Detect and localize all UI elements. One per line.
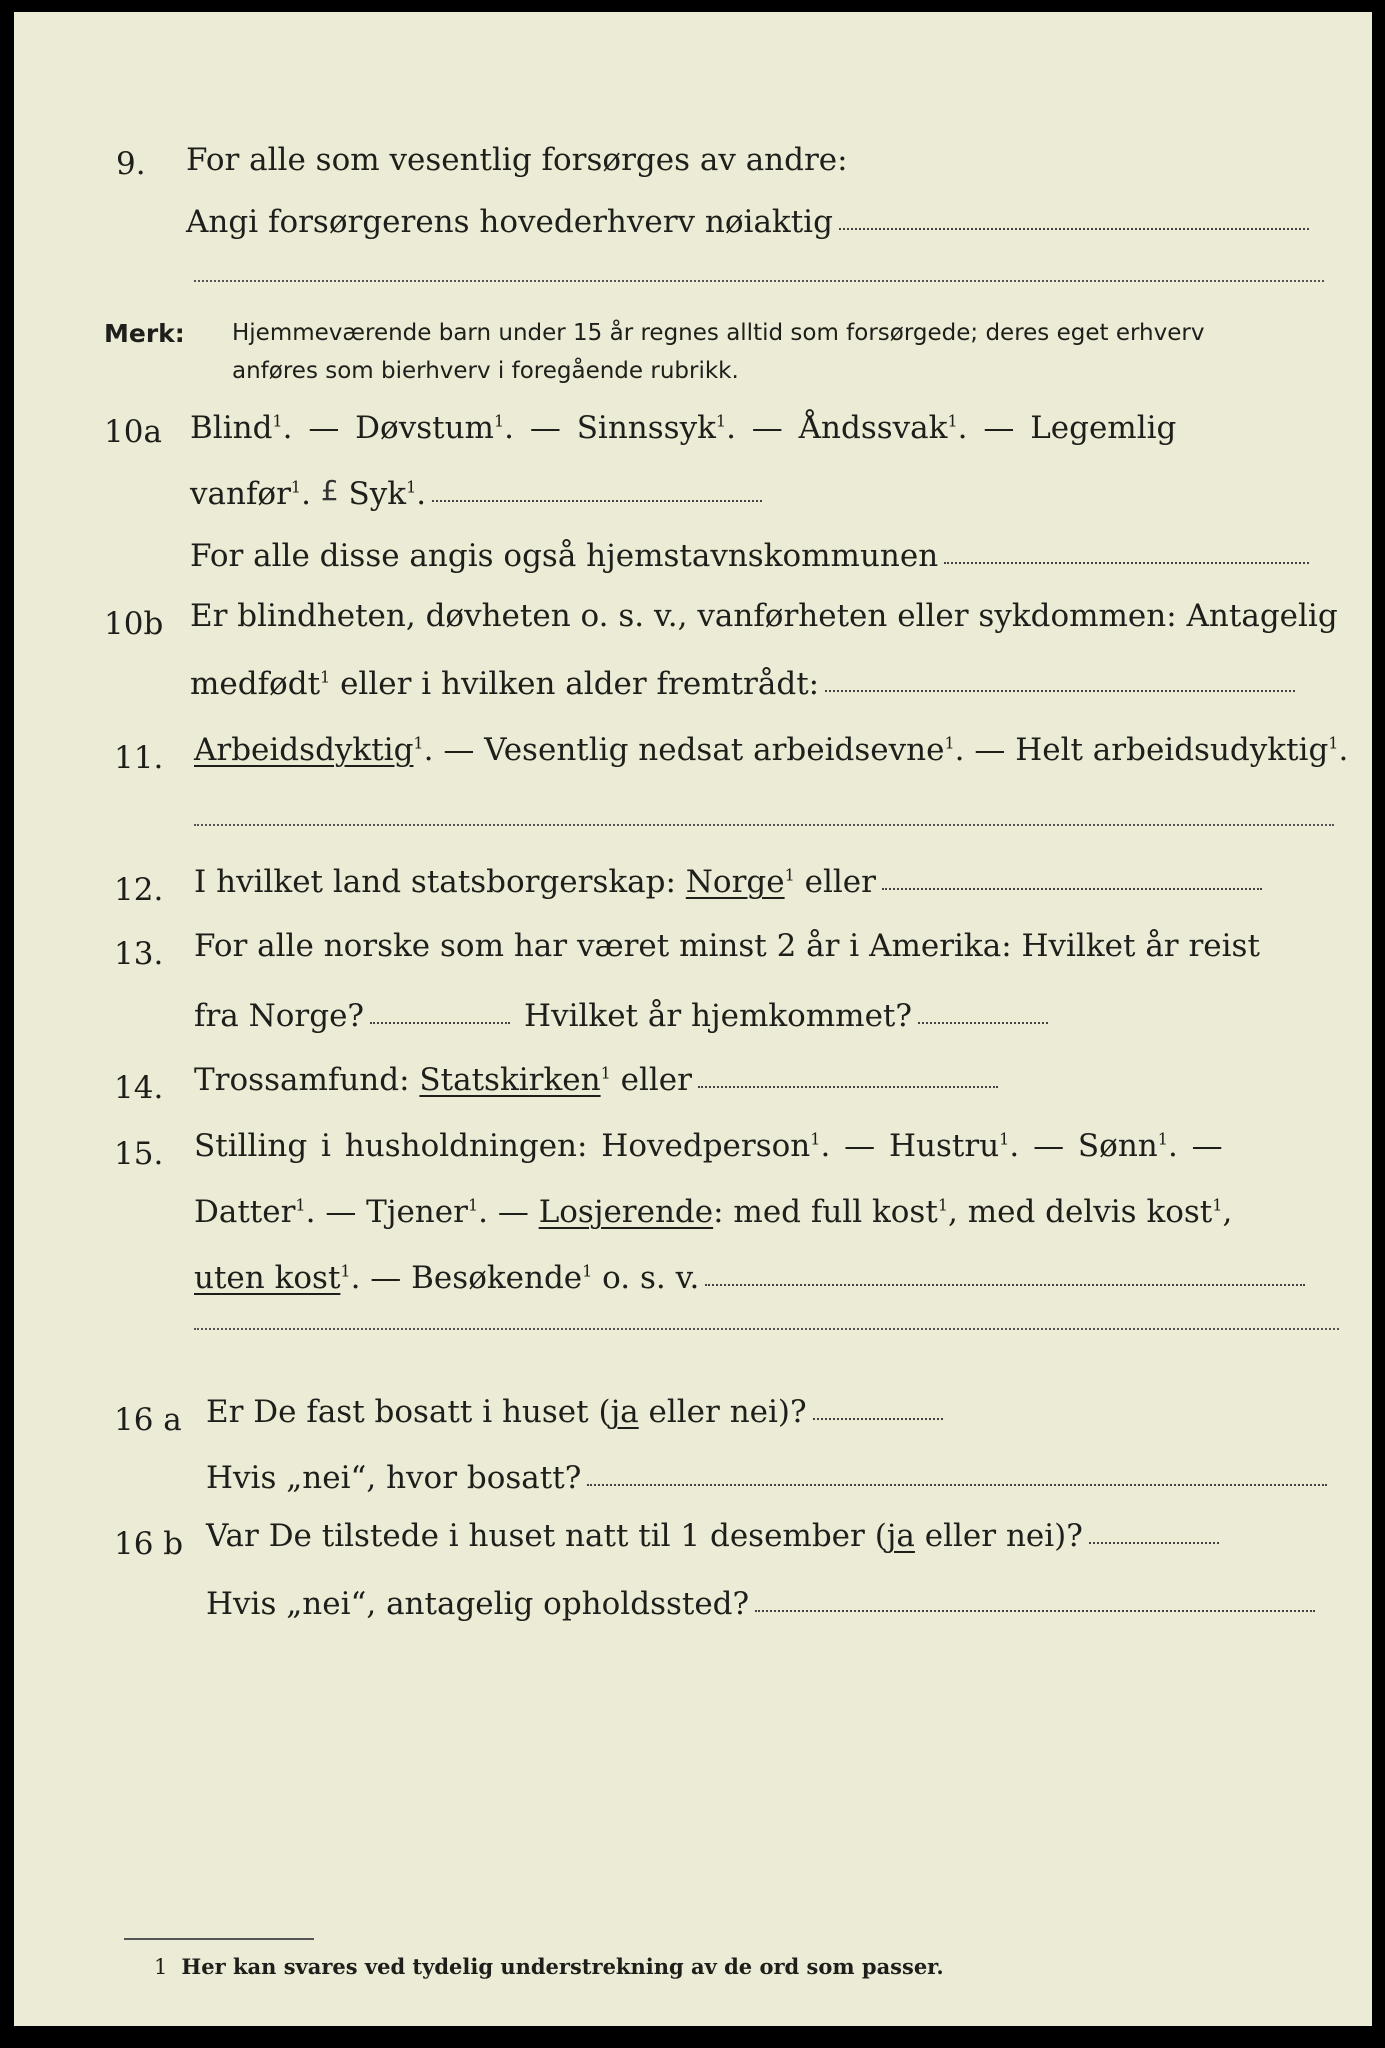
option-ja: ja [610, 1394, 639, 1430]
answer-line [370, 1022, 510, 1024]
q16b-text: Var De tilstede i huset natt til 1 desember ( [206, 1518, 887, 1554]
footnote-ref: 1 [937, 1195, 948, 1215]
footnote-text: Her kan svares ved tydelig understrekning av de ord som passer. [181, 1954, 944, 1979]
footnote [154, 1952, 944, 1982]
option-arbeidsdyktig: Arbeidsdyktig [194, 732, 414, 768]
q13-number: 13. [114, 936, 164, 972]
separator: . — [478, 1194, 539, 1230]
option-andssvak: Åndssvak [798, 410, 948, 446]
q15-line2 [194, 1192, 1232, 1232]
q15-line1 [194, 1126, 1223, 1166]
separator: . — [957, 410, 1031, 446]
q10a-line2: vanfør$^1$. £ Syk$^1$. [190, 474, 762, 515]
footnote-ref: 1 [600, 1063, 611, 1083]
q14-text: Trossamfund: [194, 1062, 420, 1098]
answer-line [755, 1610, 1315, 1612]
q9-line1: For alle som vesentlig forsørges av andre: [186, 142, 848, 178]
merk-label: Merk: [104, 319, 185, 348]
footnote-ref: 1 [340, 1261, 351, 1281]
q13-reist: fra Norge? [194, 998, 365, 1034]
separator: . — [1167, 1128, 1223, 1164]
answer-line [194, 1328, 1339, 1330]
merk-line1: Hjemmeværende barn under 15 år regnes alltid som forsørgede; deres eget erhverv [232, 320, 1205, 346]
q11-line1 [194, 730, 1348, 770]
answer-line [705, 1284, 1305, 1286]
q16b-line2 [206, 1584, 1315, 1624]
q15-line3 [194, 1258, 1305, 1298]
q9-line2-text: Angi forsørgerens hovederhverv nøiaktig [186, 204, 833, 240]
answer-line [944, 562, 1309, 564]
option-hustru: . — Hustru [820, 1128, 1000, 1164]
footnote-ref: 1 [413, 733, 424, 753]
option-uten-kost: uten kost [194, 1260, 341, 1296]
option-losjerende: Losjerende [538, 1194, 714, 1230]
q10b-line1: Er blindheten, døvheten o. s. v., vanførheten eller sykdommen: Antagelig [190, 598, 1338, 634]
option-hovedperson: Stilling i husholdningen: Hovedperson [194, 1128, 811, 1164]
footnote-ref: 1 [947, 411, 958, 431]
q12-number: 12. [114, 872, 164, 908]
q14-number: 14. [114, 1070, 164, 1106]
answer-line [882, 888, 1262, 890]
q9-line2 [186, 202, 1309, 242]
answer-line [194, 824, 1334, 826]
option-besokende: . — Besøkende [350, 1260, 583, 1296]
q16b-text-end: eller nei)? [914, 1518, 1083, 1554]
q16a-line2-text: Hvis „nei“, hvor bosatt? [206, 1460, 582, 1496]
footnote-ref: 1 [944, 733, 955, 753]
q16a-text: Er De fast bosatt i huset ( [206, 1394, 611, 1430]
footnote-ref: 1 [320, 667, 331, 687]
q13-line1: For alle norske som har været minst 2 år i Amerika: Hvilket år reist [194, 928, 1260, 964]
q10a-line1 [190, 408, 1176, 448]
q10a-line3-text: For alle disse angis også hjemstavnskommunen [190, 538, 939, 574]
q16a-text-end: eller nei)? [638, 1394, 807, 1430]
footnote-ref: 1 [1328, 733, 1339, 753]
option-norge: Norge [685, 864, 785, 900]
footnote-rule [124, 1938, 314, 1940]
footnote-ref: 1 [272, 411, 283, 431]
separator: . — [726, 410, 799, 446]
footnote-ref: 1 [295, 1195, 306, 1215]
q10b-line2-text: eller i hvilken alder fremtrådt: [330, 666, 820, 702]
q16b-line2-text: Hvis „nei“, antagelig opholdssted? [206, 1586, 750, 1622]
answer-line [918, 1022, 1048, 1024]
answer-line [194, 280, 1324, 282]
option-statskirken: Statskirken [419, 1062, 601, 1098]
answer-line [587, 1484, 1327, 1486]
option-legemlig: Legemlig [1030, 410, 1177, 446]
answer-line [825, 690, 1295, 692]
separator: . — [504, 410, 577, 446]
q13-hjemkommet: Hvilket år hjemkommet? [524, 998, 913, 1034]
q10a-number: 10a [104, 414, 162, 450]
q10b-line2 [190, 664, 1295, 704]
footnote-ref: 1 [290, 477, 302, 497]
q16a-line2 [206, 1458, 1327, 1498]
footnote-ref: 1 [999, 1129, 1010, 1149]
merk-line2: anføres som bierhverv i foregående rubrikk. [232, 358, 739, 384]
footnote-ref: 1 [406, 477, 417, 497]
option-vanfor: vanfør [190, 476, 291, 512]
option-dovstum: Døvstum [355, 410, 494, 446]
footnote-mark: 1 [154, 1955, 168, 1979]
option-datter: Datter [194, 1194, 296, 1230]
q12-eller: eller [794, 864, 876, 900]
q12-line1 [194, 862, 1262, 902]
option-tjener: . — Tjener [305, 1194, 468, 1230]
q16b-line1 [206, 1516, 1219, 1556]
option-delvis-kost: , med delvis kost [948, 1194, 1213, 1230]
q14-line1 [194, 1060, 998, 1100]
pencil-mark: £ [320, 474, 339, 507]
q10b-number: 10b [104, 606, 164, 642]
answer-line [1089, 1542, 1219, 1544]
option-nedsat: . — Vesentlig nedsat arbeidsevne [423, 732, 945, 768]
answer-line [698, 1086, 998, 1088]
footnote-ref: 1 [784, 865, 795, 885]
footnote-ref: 1 [810, 1129, 821, 1149]
answer-line [432, 500, 762, 502]
footnote-ref: 1 [582, 1261, 593, 1281]
q12-text: I hvilket land statsborgerskap: [194, 864, 686, 900]
option-udyktig: . — Helt arbeidsudyktig [954, 732, 1329, 768]
option-sonn: . — Sønn [1009, 1128, 1158, 1164]
q9-number: 9. [116, 146, 146, 182]
comma: , [1222, 1194, 1233, 1230]
q15-osv: o. s. v. [592, 1260, 700, 1296]
footnote-ref: 1 [1157, 1129, 1168, 1149]
option-blind: Blind [190, 410, 273, 446]
option-medfodt: medfødt [190, 666, 321, 702]
option-full-kost: : med full kost [713, 1194, 938, 1230]
q15-number: 15. [114, 1136, 164, 1172]
option-ja: ja [886, 1518, 915, 1554]
footnote-ref: 1 [493, 411, 505, 431]
period: . [1338, 732, 1349, 768]
q16a-line1 [206, 1392, 943, 1432]
separator: . — [282, 410, 356, 446]
footnote-ref: 1 [715, 411, 727, 431]
q14-eller: eller [610, 1062, 692, 1098]
option-syk: Syk [348, 476, 407, 512]
footnote-ref: 1 [1212, 1195, 1223, 1215]
q10a-line3 [190, 536, 1309, 576]
q11-number: 11. [114, 740, 164, 776]
answer-line [839, 228, 1309, 230]
q16a-number: 16 a [114, 1402, 182, 1438]
form-page [14, 12, 1372, 2026]
footnote-ref: 1 [467, 1195, 479, 1215]
q16b-number: 16 b [114, 1526, 184, 1562]
answer-line [813, 1418, 943, 1420]
option-sinnssyk: Sinnssyk [576, 410, 716, 446]
q13-line2 [194, 996, 1048, 1036]
